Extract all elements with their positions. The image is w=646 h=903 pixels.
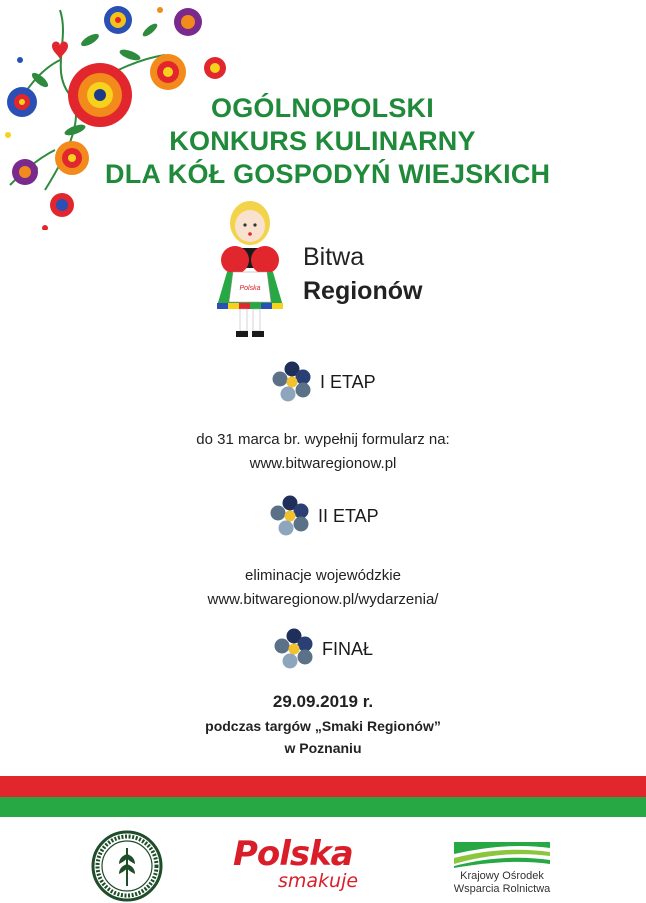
polska-smakuje-logo [233,834,373,898]
stage-2-text [0,564,646,612]
title-line-3: DLA KÓŁ GOSPODYŃ WIEJSKICH [105,159,551,189]
kowr-logo [447,838,567,900]
polska-word: Polska [233,834,353,874]
final-event: podczas targów „Smaki Regionów” [205,718,441,734]
stage-2-line-1: eliminacje wojewódzkie [245,567,401,584]
stage-1-label: I ETAP [320,371,376,392]
final-details [0,689,646,759]
stage-1-heading [270,360,376,404]
kowr-line-1: Krajowy Ośrodek [460,870,544,882]
final-place: w Poznaniu [284,740,362,756]
brand-line-2: Regionów [303,277,423,305]
brand-line-1: Bitwa [303,243,365,271]
stage-2-link[interactable]: www.bitwaregionow.pl/wydarzenia/ [207,591,439,608]
apron-text: Polska [239,285,261,292]
dots-cluster-icon [272,627,316,671]
kowr-waves-icon [450,838,554,868]
green-stripe [0,797,646,817]
page-title [105,92,551,191]
ministry-seal-logo [91,830,163,902]
dots-cluster-icon [270,360,314,404]
title-line-2: KONKURS KULINARNY [169,126,476,156]
stage-1-link[interactable]: www.bitwaregionow.pl [249,455,397,472]
kowr-line-2: Wsparcia Rolnictwa [453,883,551,895]
stage-2-heading [268,494,379,538]
red-stripe [0,776,646,797]
final-date: 29.09.2019 r. [272,692,374,711]
folk-girl-mascot [205,198,295,338]
stage-2-label: II ETAP [318,505,379,526]
kowr-text [447,870,557,896]
stage-1-text [0,428,646,476]
stage-1-line-1: do 31 marca br. wypełnij formularz na: [196,431,450,448]
final-heading [272,627,373,671]
dots-cluster-icon [268,494,312,538]
final-label: FINAŁ [322,638,374,659]
title-line-1: OGÓLNOPOLSKI [211,93,434,123]
smakuje-word: smakuje [278,870,359,892]
bitwa-regionow-logo-text [303,240,422,308]
